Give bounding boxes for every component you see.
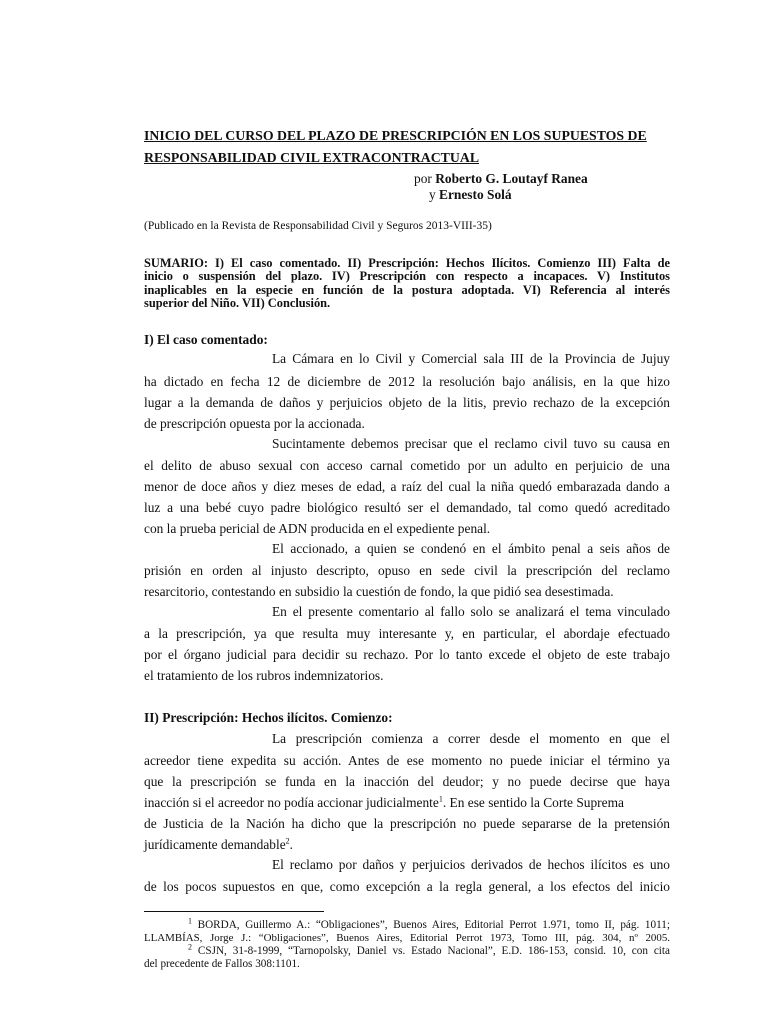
section-1-line: con la prueba pericial de ADN producida en el expediente penal. [144, 521, 491, 536]
section-1-heading: I) El caso comentado: [144, 332, 268, 347]
section-2-text: . [289, 837, 294, 852]
by-label: por [414, 171, 436, 186]
footnote-1-line-2: LLAMBÍAS, Jorge J.: “Obligaciones”, Buenos Aires, Editorial Perrot 1973, Tomo III, pág. 304, nº 2005. [144, 932, 670, 944]
document-title-line-1: INICIO DEL CURSO DEL PLAZO DE PRESCRIPCIÓN EN LOS SUPUESTOS DE [144, 128, 647, 143]
footnote-2-mark: 2 [188, 942, 192, 952]
section-1-line: de prescripción opuesta por la accionada. [144, 416, 365, 431]
section-1-line: el delito de abuso sexual con acceso carnal cometido por un adulto en perjuicio de una [144, 458, 670, 473]
section-1-line: por el órgano judicial para decidir su rechazo. Por lo tanto excede el objeto de este trabajo [144, 647, 670, 662]
section-2-line-with-footnote-1 [144, 795, 624, 811]
summary-line-1: SUMARIO: I) El caso comentado. II) Prescripción: Hechos Ilícitos. Comienzo III) Falta de [144, 256, 670, 270]
section-1-line: a la prescripción, ya que resulta muy interesante y, en particular, el abordaje efectuado [144, 626, 670, 641]
publication-note: (Publicado en la Revista de Responsabilidad Civil y Seguros 2013-VIII-35) [144, 220, 492, 232]
summary-line-4: superior del Niño. VII) Conclusión. [144, 296, 331, 310]
footnote-2-line-1 [144, 944, 670, 958]
section-1-line: Sucintamente debemos precisar que el reclamo civil tuvo su causa en [272, 436, 670, 451]
section-2-line: El reclamo por daños y perjuicios derivados de hechos ilícitos es uno [272, 857, 670, 872]
footnote-ref-2: 2 [285, 836, 290, 846]
section-2-line: de los pocos supuestos en que, como excepción a la regla general, a los efectos del inicio [144, 879, 670, 894]
section-1-line: resarcitorio, contestando en subsidio la cuestión de fondo, la que pidió sea desestimada. [144, 584, 614, 599]
and-label: y [429, 187, 440, 202]
section-2-text: . En ese sentido la Corte Suprema [442, 795, 624, 810]
section-1-line: En el presente comentario al fallo solo se analizará el tema vinculado [272, 604, 670, 619]
author-line-2 [429, 187, 512, 203]
section-2-heading: II) Prescripción: Hechos ilícitos. Comienzo: [144, 710, 393, 725]
footnote-ref-1: 1 [438, 794, 443, 804]
author-1: Roberto G. Loutayf Ranea [435, 171, 588, 186]
section-1-line: el tratamiento de los rubros indemnizatorios. [144, 668, 384, 683]
section-1-line: menor de doce años y diez meses de edad, a raíz del cual la niña quedó embarazada dando a [144, 479, 670, 494]
section-1-line: La Cámara en lo Civil y Comercial sala III de la Provincia de Jujuy [272, 351, 670, 366]
footnote-2-line-2: del precedente de Fallos 308:1101. [144, 958, 300, 970]
section-1-line: lugar a la demanda de daños y perjuicios objeto de la litis, previo rechazo de la excepción [144, 395, 670, 410]
section-2-line-with-footnote-2 [144, 837, 293, 853]
section-1-line: luz a una bebé cuyo padre biológico resultó ser el demandado, tal como quedó acreditado [144, 500, 670, 515]
section-1-line: prisión en orden al injusto descripto, opuso en sede civil la prescripción del reclamo [144, 563, 670, 578]
section-2-text: inacción si el acreedor no podía accionar judicialmente [144, 795, 439, 810]
section-2-text: jurídicamente demandable [144, 837, 286, 852]
footnote-separator [144, 911, 324, 912]
footnote-2-text: CSJN, 31-8-1999, “Tarnopolsky, Daniel vs. Estado Nacional”, E.D. 186-153, consid. 10, con cita [192, 945, 670, 957]
summary-line-2: inicio o suspensión del plazo. IV) Prescripción con respecto a incapaces. V) Institutos [144, 269, 670, 283]
section-1-line: El accionado, a quien se condenó en el ámbito penal a seis años de [272, 541, 670, 556]
footnote-1-line-1 [144, 918, 670, 932]
summary-line-3: inaplicables en la especie en función de la postura adoptada. VI) Referencia al interés [144, 283, 670, 297]
author-line-1 [414, 171, 588, 187]
footnote-1-text: BORDA, Guillermo A.: “Obligaciones”, Buenos Aires, Editorial Perrot 1.971, tomo II, pág. 1011; [192, 919, 670, 931]
section-2-line: de Justicia de la Nación ha dicho que la prescripción no puede separarse de la pretensión [144, 816, 670, 831]
section-2-line: acreedor tiene expedita su acción. Antes de ese momento no puede iniciar el término ya [144, 753, 670, 768]
document-title-line-2: RESPONSABILIDAD CIVIL EXTRACONTRACTUAL [144, 150, 480, 165]
footnote-1-mark: 1 [188, 916, 192, 926]
section-2-line: que la prescripción se funda en la inacción del deudor; y no puede decirse que haya [144, 774, 670, 789]
author-2: Ernesto Solá [439, 187, 512, 202]
section-1-line: ha dictado en fecha 12 de diciembre de 2012 la resolución bajo análisis, en la que hizo [144, 374, 670, 389]
section-2-line: La prescripción comienza a correr desde el momento en que el [272, 731, 670, 746]
